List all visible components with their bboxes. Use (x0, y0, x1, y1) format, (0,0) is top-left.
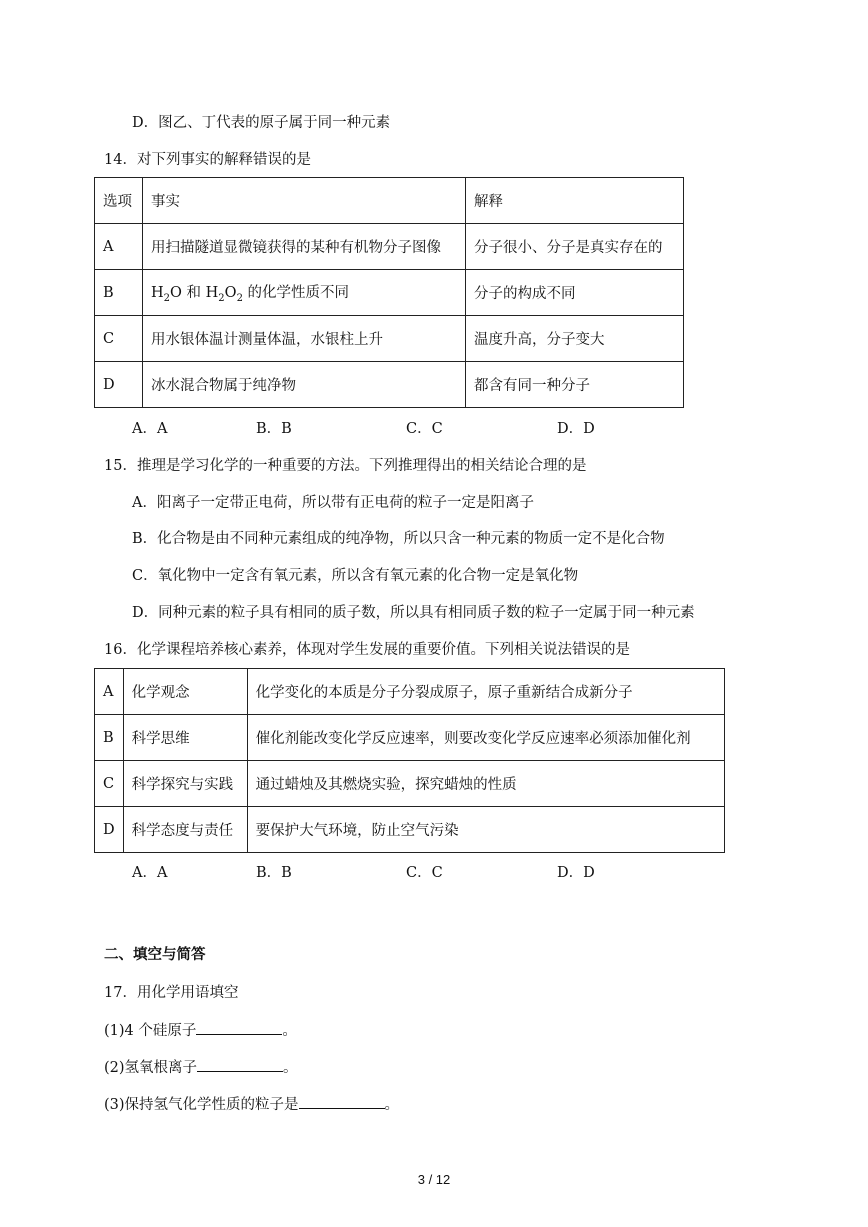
q16-row-b-topic: 科学思维 (123, 715, 247, 761)
q17-item-1: (1)4 个硅原子 。 (104, 1020, 297, 1041)
q14-row-b-explanation: 分子的构成不同 (466, 270, 684, 316)
q16-choice-a[interactable]: A．A (132, 865, 168, 881)
q16-table (94, 668, 725, 853)
q16-row-b-option: B (95, 715, 124, 761)
section-2-title: 二、填空与简答 (104, 947, 206, 963)
q16-row-b-desc: 催化剂能改变化学反应速率，则要改变化学反应速率必须添加催化剂 (247, 715, 724, 761)
q16-stem: 16．化学课程培养核心素养，体现对学生发展的重要价值。下列相关说法错误的是 (104, 642, 630, 658)
q14-row-d-explanation: 都含有同一种分子 (466, 362, 684, 408)
table-row (95, 807, 725, 853)
q16-choice-d[interactable]: D．D (557, 865, 595, 881)
q13-option-d: D．图乙、丁代表的原子属于同一种元素 (132, 115, 391, 131)
q16-row-c-desc: 通过蜡烛及其燃烧实验，探究蜡烛的性质 (247, 761, 724, 807)
table-row (95, 669, 725, 715)
q14-table (94, 177, 684, 408)
q14-choice-a[interactable]: A．A (132, 421, 168, 437)
page-number: 3 / 12 (417, 1172, 451, 1187)
q14-choice-b[interactable]: B．B (256, 421, 292, 437)
q15-option-d[interactable]: D．同种元素的粒子具有相同的质子数，所以具有相同质子数的粒子一定属于同一种元素 (132, 605, 695, 621)
q15-stem: 15．推理是学习化学的一种重要的方法。下列推理得出的相关结论合理的是 (104, 458, 587, 474)
q14-row-c-option: C (95, 316, 143, 362)
q16-row-c-topic: 科学探究与实践 (123, 761, 247, 807)
q17-item-3: (3)保持氢气化学性质的粒子是 。 (104, 1094, 399, 1115)
q14-row-a-fact: 用扫描隧道显微镜获得的某种有机物分子图像 (143, 224, 466, 270)
q15-option-b[interactable]: B．化合物是由不同种元素组成的纯净物，所以只含一种元素的物质一定不是化合物 (132, 531, 665, 547)
q15-option-a[interactable]: A．阳离子一定带正电荷，所以带有正电荷的粒子一定是阳离子 (132, 495, 534, 511)
q14-header-fact: 事实 (143, 178, 466, 224)
q16-row-a-topic: 化学观念 (123, 669, 247, 715)
q16-row-a-option: A (95, 669, 124, 715)
q16-choice-c[interactable]: C．C (406, 865, 443, 881)
q14-row-c-fact: 用水银体温计测量体温，水银柱上升 (143, 316, 466, 362)
q14-choices (0, 419, 868, 439)
q17-item-2: (2)氢氧根离子 。 (104, 1057, 298, 1078)
q16-row-d-topic: 科学态度与责任 (123, 807, 247, 853)
q15-option-c[interactable]: C．氧化物中一定含有氧元素，所以含有氧元素的化合物一定是氧化物 (132, 568, 579, 584)
q14-choice-d[interactable]: D．D (557, 421, 595, 437)
q14-choice-c[interactable]: C．C (406, 421, 443, 437)
q17-stem: 17．用化学用语填空 (104, 985, 239, 1001)
table-row (95, 362, 684, 408)
table-row (95, 761, 725, 807)
q14-header-option: 选项 (95, 178, 143, 224)
table-row (95, 224, 684, 270)
answer-blank-3[interactable] (299, 1094, 385, 1109)
table-row (95, 178, 684, 224)
q14-row-d-fact: 冰水混合物属于纯净物 (143, 362, 466, 408)
table-row (95, 270, 684, 316)
table-row (95, 715, 725, 761)
q14-row-b-option: B (95, 270, 143, 316)
answer-blank-1[interactable] (196, 1020, 282, 1035)
q14-stem: 14．对下列事实的解释错误的是 (104, 152, 311, 168)
q14-header-explanation: 解释 (466, 178, 684, 224)
table-row (95, 316, 684, 362)
q14-row-a-option: A (95, 224, 143, 270)
q16-row-a-desc: 化学变化的本质是分子分裂成原子，原子重新结合成新分子 (247, 669, 724, 715)
q14-row-c-explanation: 温度升高，分子变大 (466, 316, 684, 362)
q14-row-d-option: D (95, 362, 143, 408)
q16-row-d-option: D (95, 807, 124, 853)
q16-row-d-desc: 要保护大气环境，防止空气污染 (247, 807, 724, 853)
q16-choices (0, 863, 868, 883)
q16-choice-b[interactable]: B．B (256, 865, 292, 881)
q16-row-c-option: C (95, 761, 124, 807)
answer-blank-2[interactable] (197, 1057, 283, 1072)
q14-row-b-fact: $H_2O$ 和 $H_2O_2$ 的化学性质不同 (143, 270, 466, 316)
q14-row-a-explanation: 分子很小、分子是真实存在的 (466, 224, 684, 270)
